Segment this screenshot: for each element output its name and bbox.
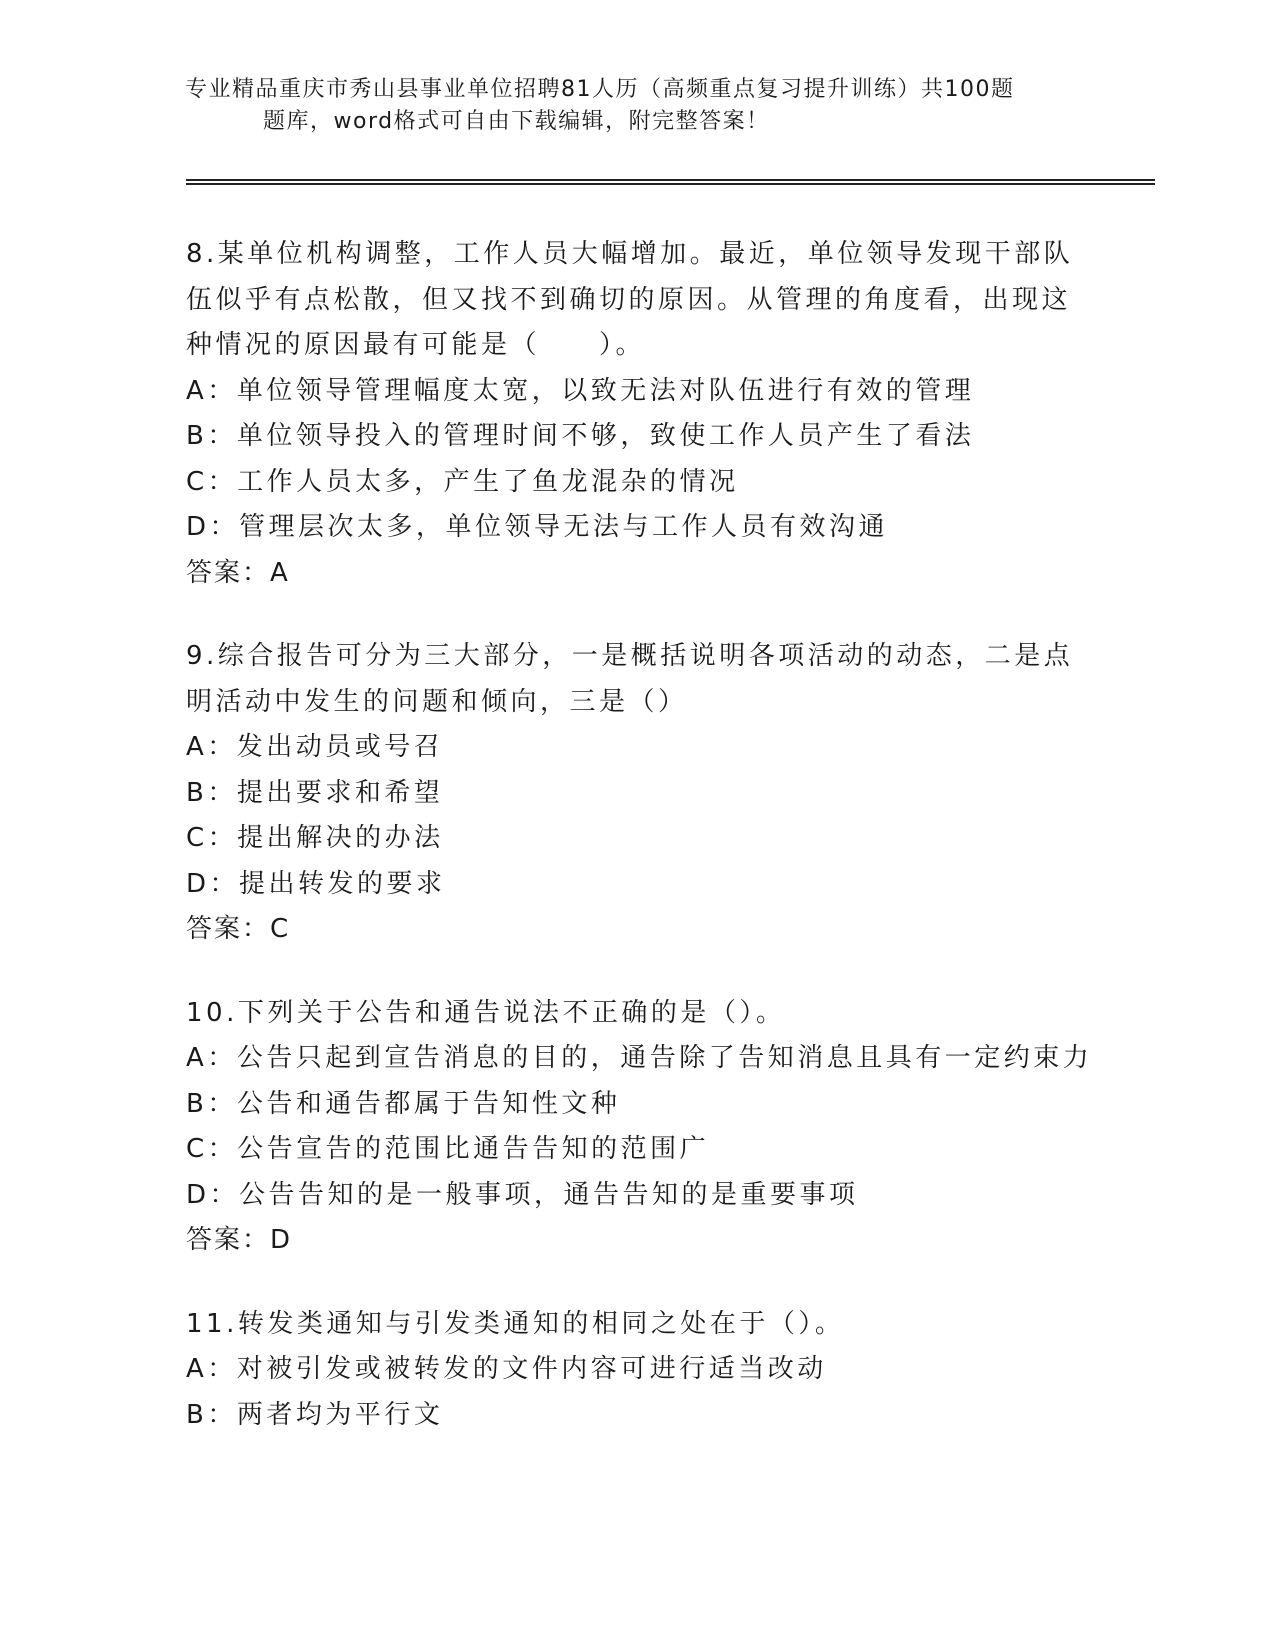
answer-line: 答案：C (186, 914, 291, 944)
header-title-line-1: 专业精品重庆市秀山县事业单位招聘81人历（高频重点复习提升训练）共100题 (185, 77, 1015, 102)
document-header (185, 74, 1085, 138)
question-item (186, 634, 1086, 953)
option-d: D：公告告知的是一般事项，通告告知的是重要事项 (186, 1179, 859, 1210)
option-d: D：提出转发的要求 (186, 868, 446, 899)
option-b: B：单位领导投入的管理时间不够，致使工作人员产生了看法 (186, 421, 975, 451)
header-divider-top (186, 179, 1155, 181)
question-stem: 8.某单位机构调整，工作人员大幅增加。最近，单位领导发现干部队伍似乎有点松散，但又找不到确切的原因。从管理的角度看，出现这种情况的原因最有可能是（ ）。 (186, 239, 1074, 360)
answer-line: 答案：D (186, 1225, 293, 1255)
option-d: D：管理层次太多，单位领导无法与工作人员有效沟通 (186, 512, 889, 542)
option-c: C：工作人员太多，产生了鱼龙混杂的情况 (186, 466, 739, 497)
question-stem: 10.下列关于公告和通告说法不正确的是（）。 (186, 997, 786, 1028)
header-divider-bottom (186, 183, 1155, 185)
question-item (186, 232, 1086, 596)
question-item (186, 1302, 1086, 1439)
option-a: A：发出动员或号召 (186, 732, 444, 762)
option-b: B：提出要求和希望 (186, 777, 444, 808)
option-a: A：单位领导管理幅度太宽，以致无法对队伍进行有效的管理 (186, 375, 975, 406)
question-list (186, 232, 1093, 1476)
question-stem: 9.综合报告可分为三大部分，一是概括说明各项活动的动态，二是点明活动中发生的问题和倾向，三是（） (186, 641, 1074, 717)
option-b: B：两者均为平行文 (186, 1399, 444, 1430)
option-b: B：公告和通告都属于告知性文种 (186, 1088, 621, 1119)
header-title-line-2: 题库，word格式可自由下载编辑，附完整答案！ (263, 109, 770, 134)
option-c: C：提出解决的办法 (186, 823, 444, 853)
option-a: A：对被引发或被转发的文件内容可进行适当改动 (186, 1354, 827, 1384)
option-a: A：公告只起到宣告消息的目的，通告除了告知消息且具有一定约束力 (186, 1043, 1093, 1073)
answer-line: 答案：A (186, 557, 290, 588)
question-item (186, 991, 1093, 1264)
option-c: C：公告宣告的范围比通告告知的范围广 (186, 1134, 710, 1164)
question-stem: 11.转发类通知与引发类通知的相同之处在于（）。 (186, 1308, 845, 1339)
